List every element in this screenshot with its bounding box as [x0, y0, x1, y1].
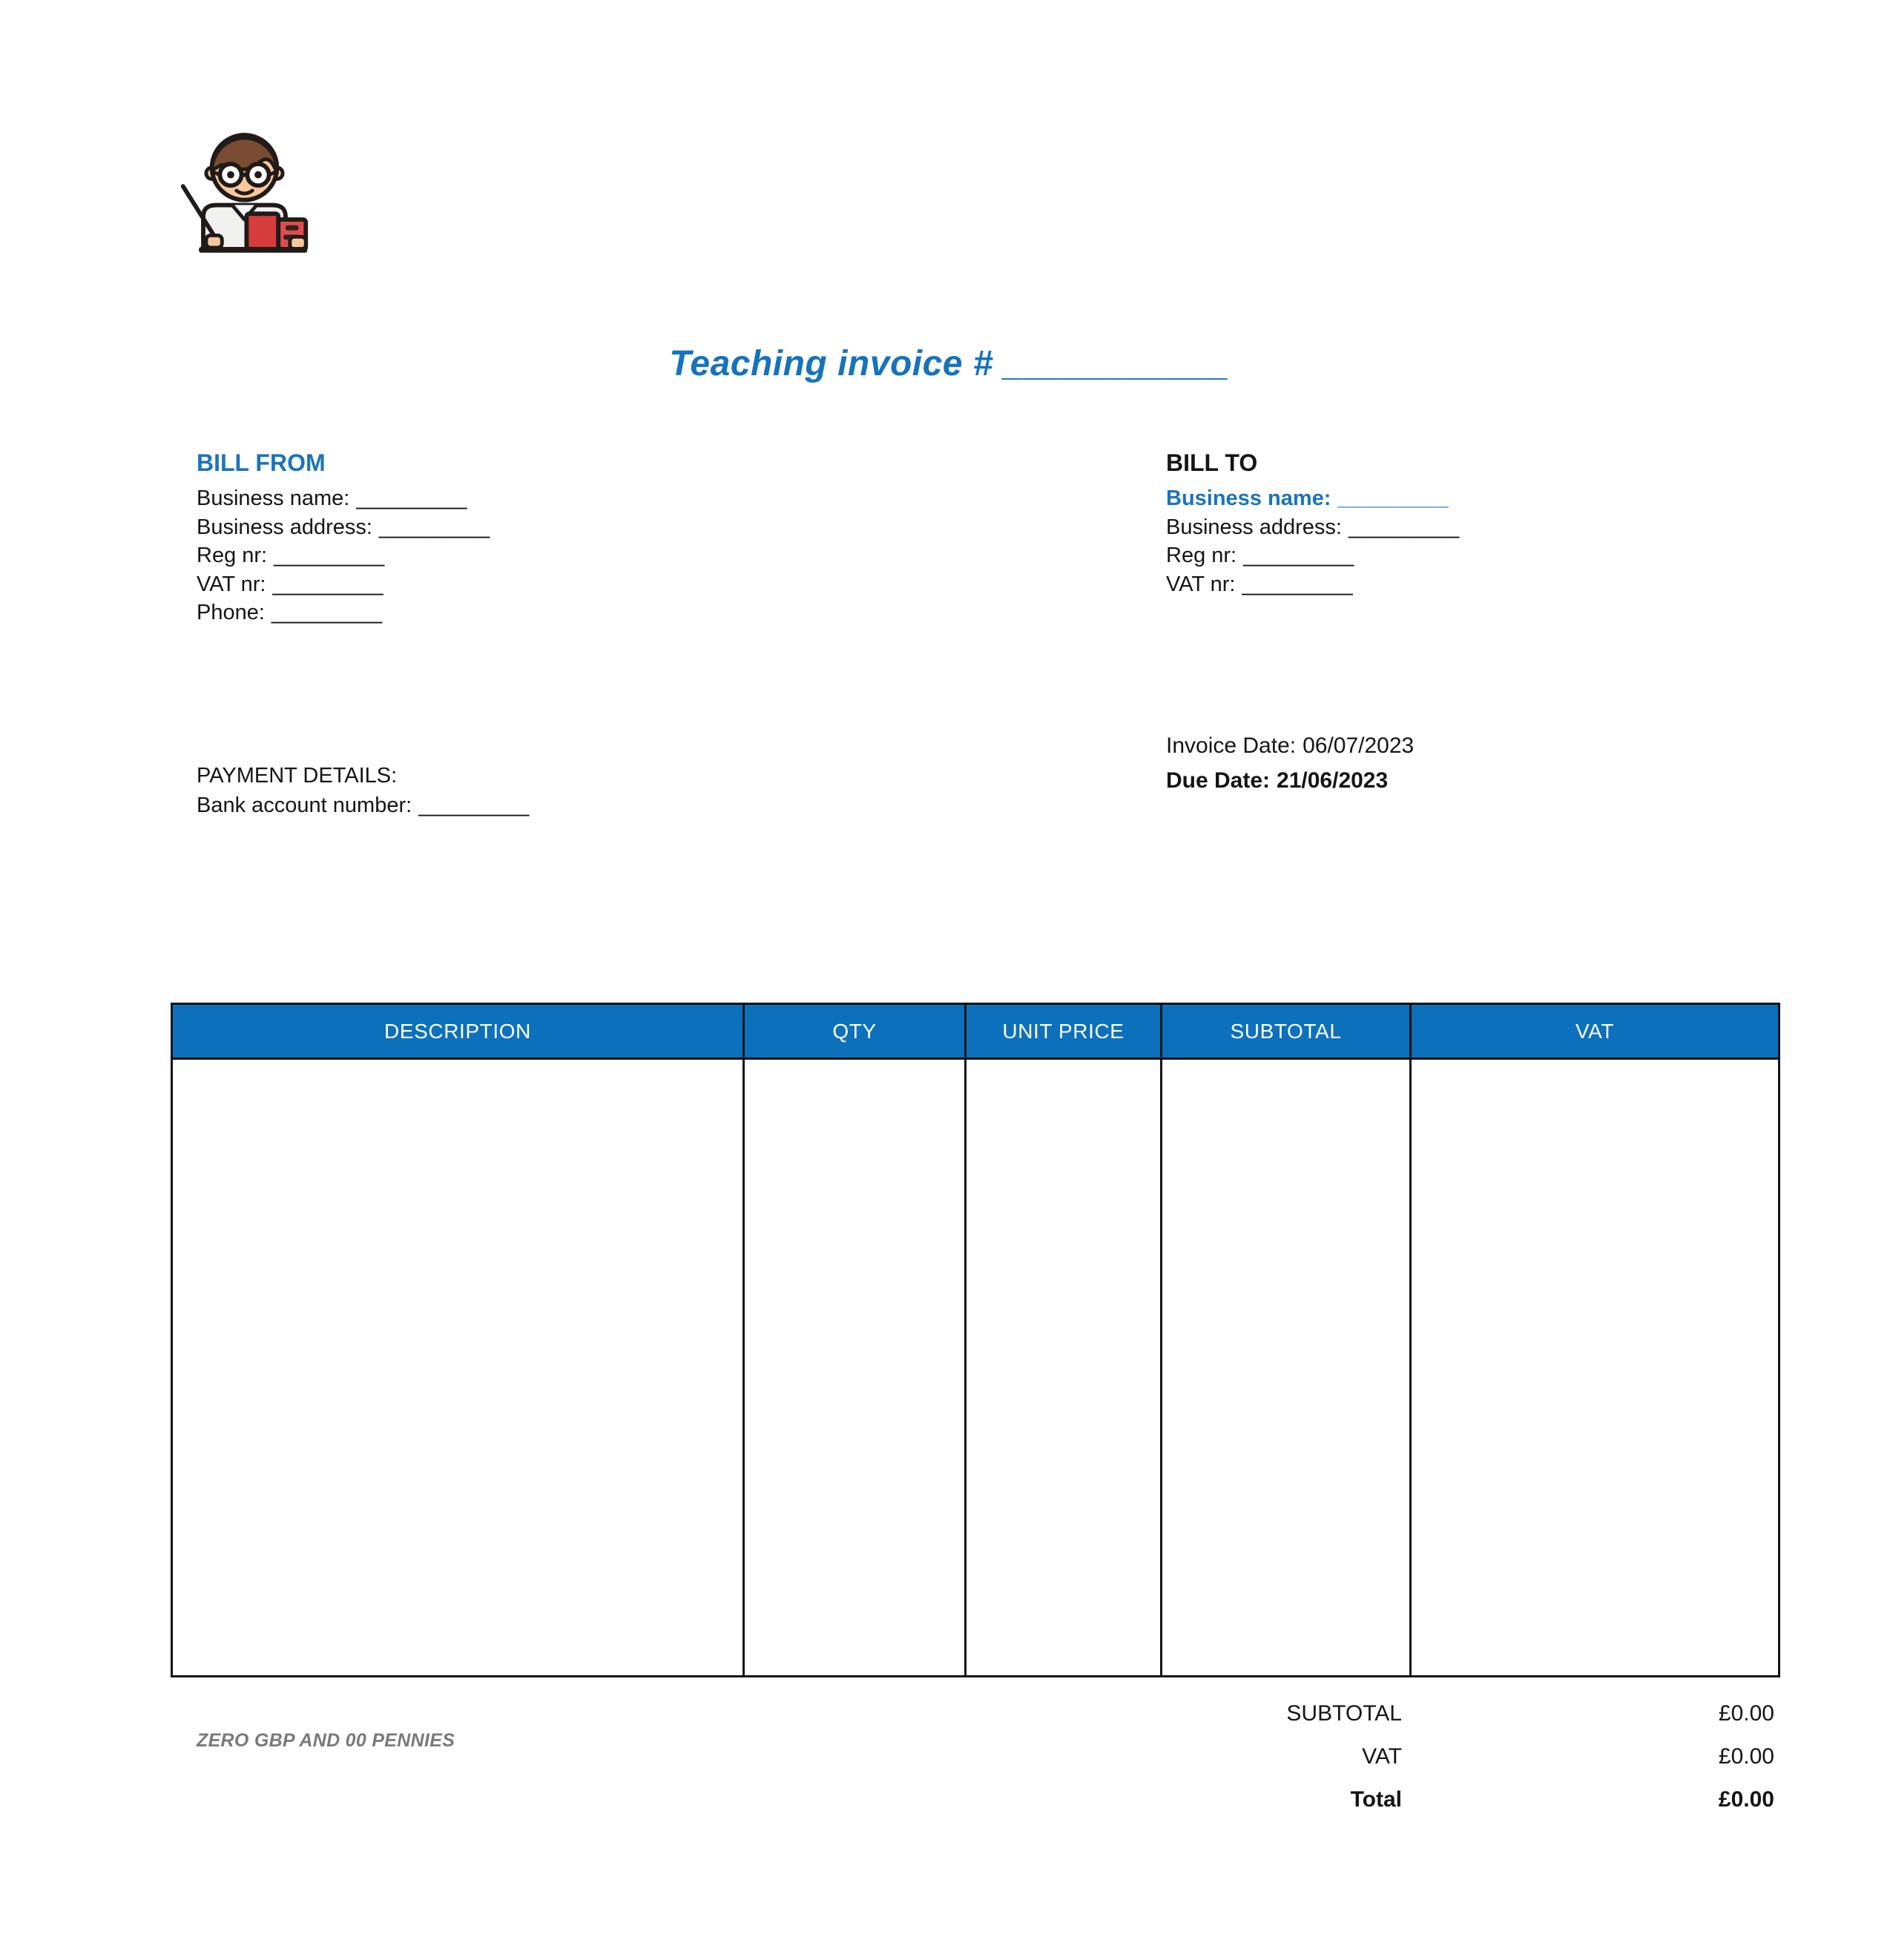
field-blank: _________ [1243, 544, 1354, 567]
totals-section [1165, 1692, 1774, 1821]
bank-account-label: Bank account number: [197, 793, 412, 817]
field-label: Phone: [197, 601, 265, 624]
subtotal-value: £0.00 [1718, 1701, 1774, 1726]
field-blank: _________ [271, 601, 383, 624]
vat-cell-empty [1412, 1060, 1778, 1675]
amount-in-words: ZERO GBP AND 00 PENNIES [197, 1730, 455, 1751]
field-label: Business address: [1166, 515, 1342, 539]
invoice-number-blank: ___________ [1004, 344, 1230, 383]
payment-details-section [197, 761, 530, 820]
payment-details-heading: PAYMENT DETAILS: [197, 764, 398, 788]
bill-from-section [197, 447, 490, 627]
total-value: £0.00 [1718, 1787, 1774, 1812]
field-label: Reg nr: [197, 544, 268, 567]
column-header-vat: VAT [1575, 1019, 1615, 1043]
bill-to-business-address [1166, 513, 1460, 542]
total-row [1165, 1778, 1774, 1821]
teacher-icon [176, 128, 313, 256]
total-label: Total [1350, 1787, 1402, 1812]
qty-cell-empty [745, 1060, 967, 1675]
items-table-body [173, 1060, 1778, 1675]
subtotal-row [1165, 1692, 1774, 1735]
bill-from-heading: BILL FROM [197, 449, 326, 476]
field-blank: _________ [356, 486, 467, 510]
field-label: Business name: [197, 486, 350, 510]
bill-to-heading: BILL TO [1166, 449, 1258, 476]
subtotal-label: SUBTOTAL [1286, 1701, 1402, 1726]
bill-to-section [1166, 447, 1460, 598]
field-blank: _________ [274, 544, 385, 567]
column-header-description: DESCRIPTION [173, 1005, 745, 1057]
bill-to-vat-nr [1166, 570, 1460, 599]
teacher-logo [176, 128, 313, 256]
column-header-subtotal: SUBTOTAL [1162, 1005, 1412, 1057]
subtotal-cell-empty [1162, 1060, 1412, 1675]
field-label: VAT nr: [197, 572, 266, 596]
bill-from-reg-nr [197, 541, 490, 570]
bank-account-line [197, 791, 530, 820]
invoice-title [52, 341, 1847, 387]
due-date-value: 21/06/2023 [1277, 768, 1389, 793]
invoice-date-line [1166, 728, 1414, 763]
field-blank: _________ [1242, 572, 1354, 596]
bill-from-business-name [197, 484, 490, 513]
vat-label: VAT [1362, 1744, 1402, 1769]
column-header-qty: QTY [745, 1005, 967, 1057]
field-blank: _________ [1348, 515, 1460, 539]
due-date-line [1166, 763, 1414, 798]
bill-from-phone [197, 598, 490, 627]
column-header-unit-price: UNIT PRICE [967, 1005, 1162, 1057]
invoice-date-label: Invoice Date: [1166, 733, 1297, 758]
field-blank: _________ [378, 515, 490, 539]
field-label: Business address: [197, 515, 372, 539]
description-cell-empty [173, 1060, 745, 1675]
bank-account-blank: _________ [418, 793, 530, 817]
due-date-label: Due Date: [1166, 768, 1271, 793]
field-blank: _________ [1337, 486, 1449, 510]
bill-from-vat-nr [197, 570, 490, 599]
items-table-header [173, 1005, 1778, 1060]
vat-row [1165, 1735, 1774, 1778]
bill-to-reg-nr [1166, 541, 1460, 570]
field-label: Reg nr: [1166, 544, 1237, 567]
field-label: Business name: [1166, 486, 1331, 510]
invoice-title-text: Teaching invoice # [669, 344, 994, 383]
bill-from-business-address [197, 513, 490, 542]
items-table [171, 1003, 1780, 1677]
field-label: VAT nr: [1166, 572, 1236, 596]
invoice-date-value: 06/07/2023 [1303, 733, 1415, 758]
vat-value: £0.00 [1718, 1744, 1774, 1769]
dates-section [1166, 728, 1414, 798]
unit-price-cell-empty [967, 1060, 1162, 1675]
bill-to-business-name [1166, 484, 1460, 513]
field-blank: _________ [272, 572, 384, 596]
